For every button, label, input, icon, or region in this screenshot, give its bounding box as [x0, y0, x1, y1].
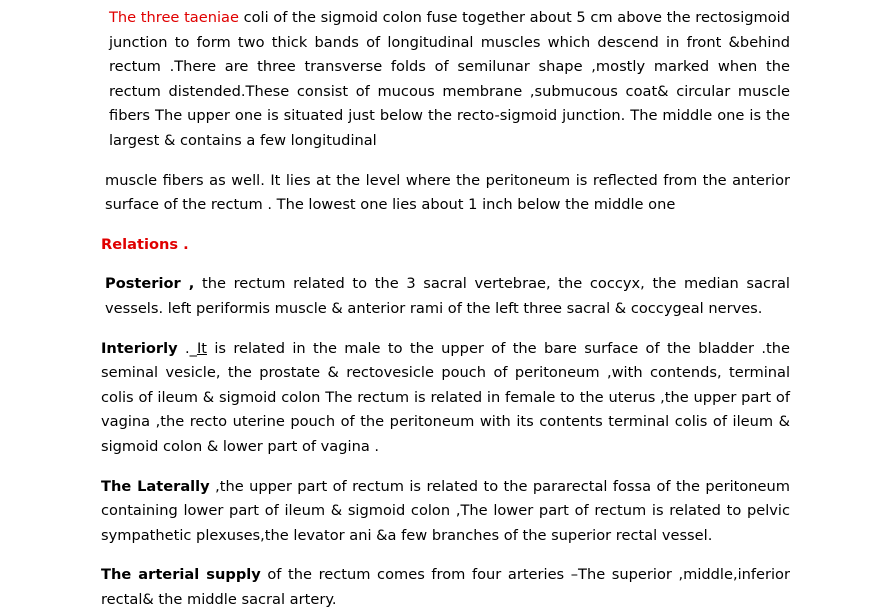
- relations-heading: [101, 233, 790, 258]
- posterior-label: Posterior ,: [105, 275, 195, 293]
- interiorly-sep: ._: [177, 339, 197, 357]
- paragraph-taeniae: [101, 6, 790, 154]
- arterial-text: of the rectum comes from four arteries –The superior ,middle,inferior rectal& the middle sacral artery.: [101, 566, 790, 608]
- paragraph-taeniae-text: coli of the sigmoid colon fuse together about 5 cm above the rectosigmoid junction to form two thick bands of longitudinal muscles which descend in front &behind rectum .There are three transverse folds of semilunar shape ,mostly marked when the rectum distended.These consist of mucous membrane ,submucous coat& circular muscle fibers The upper one is situated just below the recto-sigmoid junction. The middle one is the largest & contains a few longitudinal: [109, 9, 790, 149]
- interiorly-text: is related in the male to the upper of the bare surface of the bladder .the seminal vesicle, the prostate & rectovesicle pouch of peritoneum ,with contends, terminal colis of ileum & sigmoid colon The rectum is related in female to the uterus ,the upper part of vagina ,the recto uterine pouch of the peritoneum with its contents terminal colis of ileum & sigmoid colon & lower part of vagina .: [101, 339, 790, 455]
- paragraph-arterial-supply: [101, 563, 790, 612]
- laterally-label: The Laterally: [101, 477, 210, 495]
- interiorly-label: Interiorly: [101, 339, 178, 357]
- paragraph-posterior: [101, 272, 790, 321]
- posterior-text: the rectum related to the 3 sacral vertebrae, the coccyx, the median sacral vessels. left periformis muscle & anterior rami of the left three sacral & coccygeal nerves.: [105, 275, 790, 317]
- document-page: [101, 6, 790, 612]
- paragraph-interiorly: [101, 337, 790, 460]
- highlight-taeniae: The three taeniae: [109, 9, 239, 26]
- interiorly-underlined: It: [196, 339, 207, 357]
- arterial-label: The arterial supply: [101, 566, 261, 584]
- relations-heading-text: Relations .: [101, 235, 189, 253]
- laterally-text: ,the upper part of rectum is related to the pararectal fossa of the peritoneum containing lower part of ileum & sigmoid colon ,The lower part of rectum is related to pelvic sympathetic plexuses,the levator ani &a few branches of the superior rectal vessel.: [101, 477, 790, 544]
- paragraph-laterally: [101, 475, 790, 549]
- paragraph-muscle-fibers-text: muscle fibers as well. It lies at the level where the peritoneum is reflected from the anterior surface of the rectum . The lowest one lies about 1 inch below the middle one: [105, 171, 790, 214]
- paragraph-muscle-fibers: [101, 169, 790, 218]
